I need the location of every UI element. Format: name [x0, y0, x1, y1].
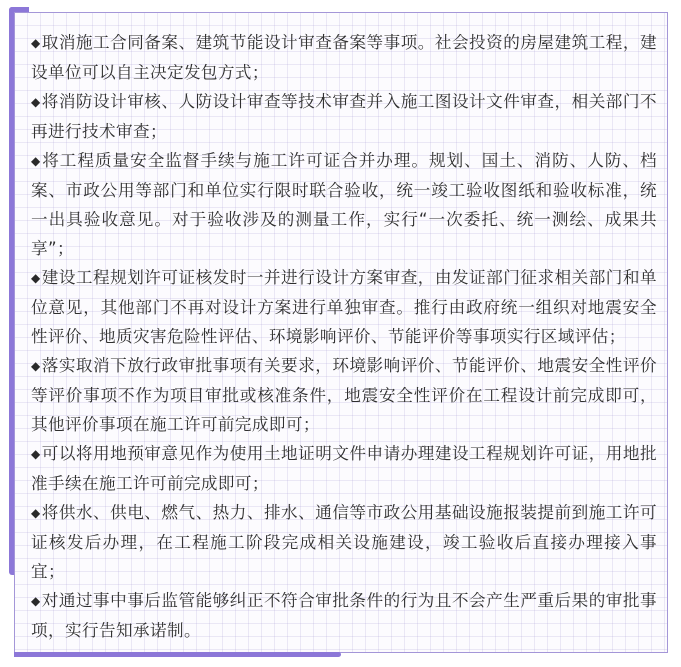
policy-item — [31, 498, 657, 586]
policy-item — [31, 263, 657, 351]
accent-bar-bottom — [14, 652, 341, 657]
policy-item — [31, 586, 657, 645]
diamond-bullet-icon: ◆ — [31, 359, 41, 373]
policy-item-text: 对通过事中事后监管能够纠正不符合审批条件的行为且不会产生严重后果的审批事项，实行告知承诺制。 — [31, 591, 657, 640]
policy-item — [31, 351, 657, 439]
diamond-bullet-icon: ◆ — [31, 154, 42, 168]
policy-item-text: 落实取消下放行政审批事项有关要求，环境影响评价、节能评价、地震安全性评价等评价事项不作为项目审批或核准条件，地震安全性评价在工程设计前完成即可，其他评价事项在施工许可前完成即可； — [31, 356, 657, 434]
policy-item — [31, 28, 657, 87]
diamond-bullet-icon: ◆ — [31, 447, 41, 461]
diamond-bullet-icon: ◆ — [31, 594, 41, 608]
policy-list — [31, 28, 657, 645]
policy-item — [31, 146, 657, 263]
policy-item-text: 可以将用地预审意见作为使用土地证明文件申请办理建设工程规划许可证，用地批准手续在施工许可前完成即可； — [31, 444, 657, 493]
diamond-bullet-icon: ◆ — [31, 95, 41, 109]
policy-item — [31, 439, 657, 498]
diamond-bullet-icon: ◆ — [31, 36, 41, 50]
diamond-bullet-icon: ◆ — [31, 506, 41, 520]
policy-item-text: 将消防设计审核、人防设计审查等技术审查并入施工图设计文件审查，相关部门不再进行技术审查； — [31, 92, 657, 141]
policy-item-text: 建设工程规划许可证核发时一并进行设计方案审查，由发证部门征求相关部门和单位意见，其他部门不再对设计方案进行单独审查。推行由政府统一组织对地震安全性评价、地质灾害危险性评估、环境影响评价、节能评价等事项实行区域评估； — [31, 268, 657, 346]
policy-item-text: 将供水、供电、燃气、热力、排水、通信等市政公用基础设施报装提前到施工许可证核发后办理，在工程施工阶段完成相关设施建设，竣工验收后直接办理接入事宜； — [31, 503, 657, 581]
policy-item-text: 取消施工合同备案、建筑节能设计审查备案等事项。社会投资的房屋建筑工程，建设单位可以自主决定发包方式； — [31, 33, 657, 82]
diamond-bullet-icon: ◆ — [31, 271, 41, 285]
policy-item-text: 将工程质量安全监督手续与施工许可证合并办理。规划、国土、消防、人防、档案、市政公用等部门和单位实行限时联合验收，统一竣工验收图纸和验收标准，统一出具验收意见。对于验收涉及的测量工作，实行“一次委托、统一测绘、成果共享”； — [31, 151, 657, 258]
policy-item — [31, 87, 657, 146]
